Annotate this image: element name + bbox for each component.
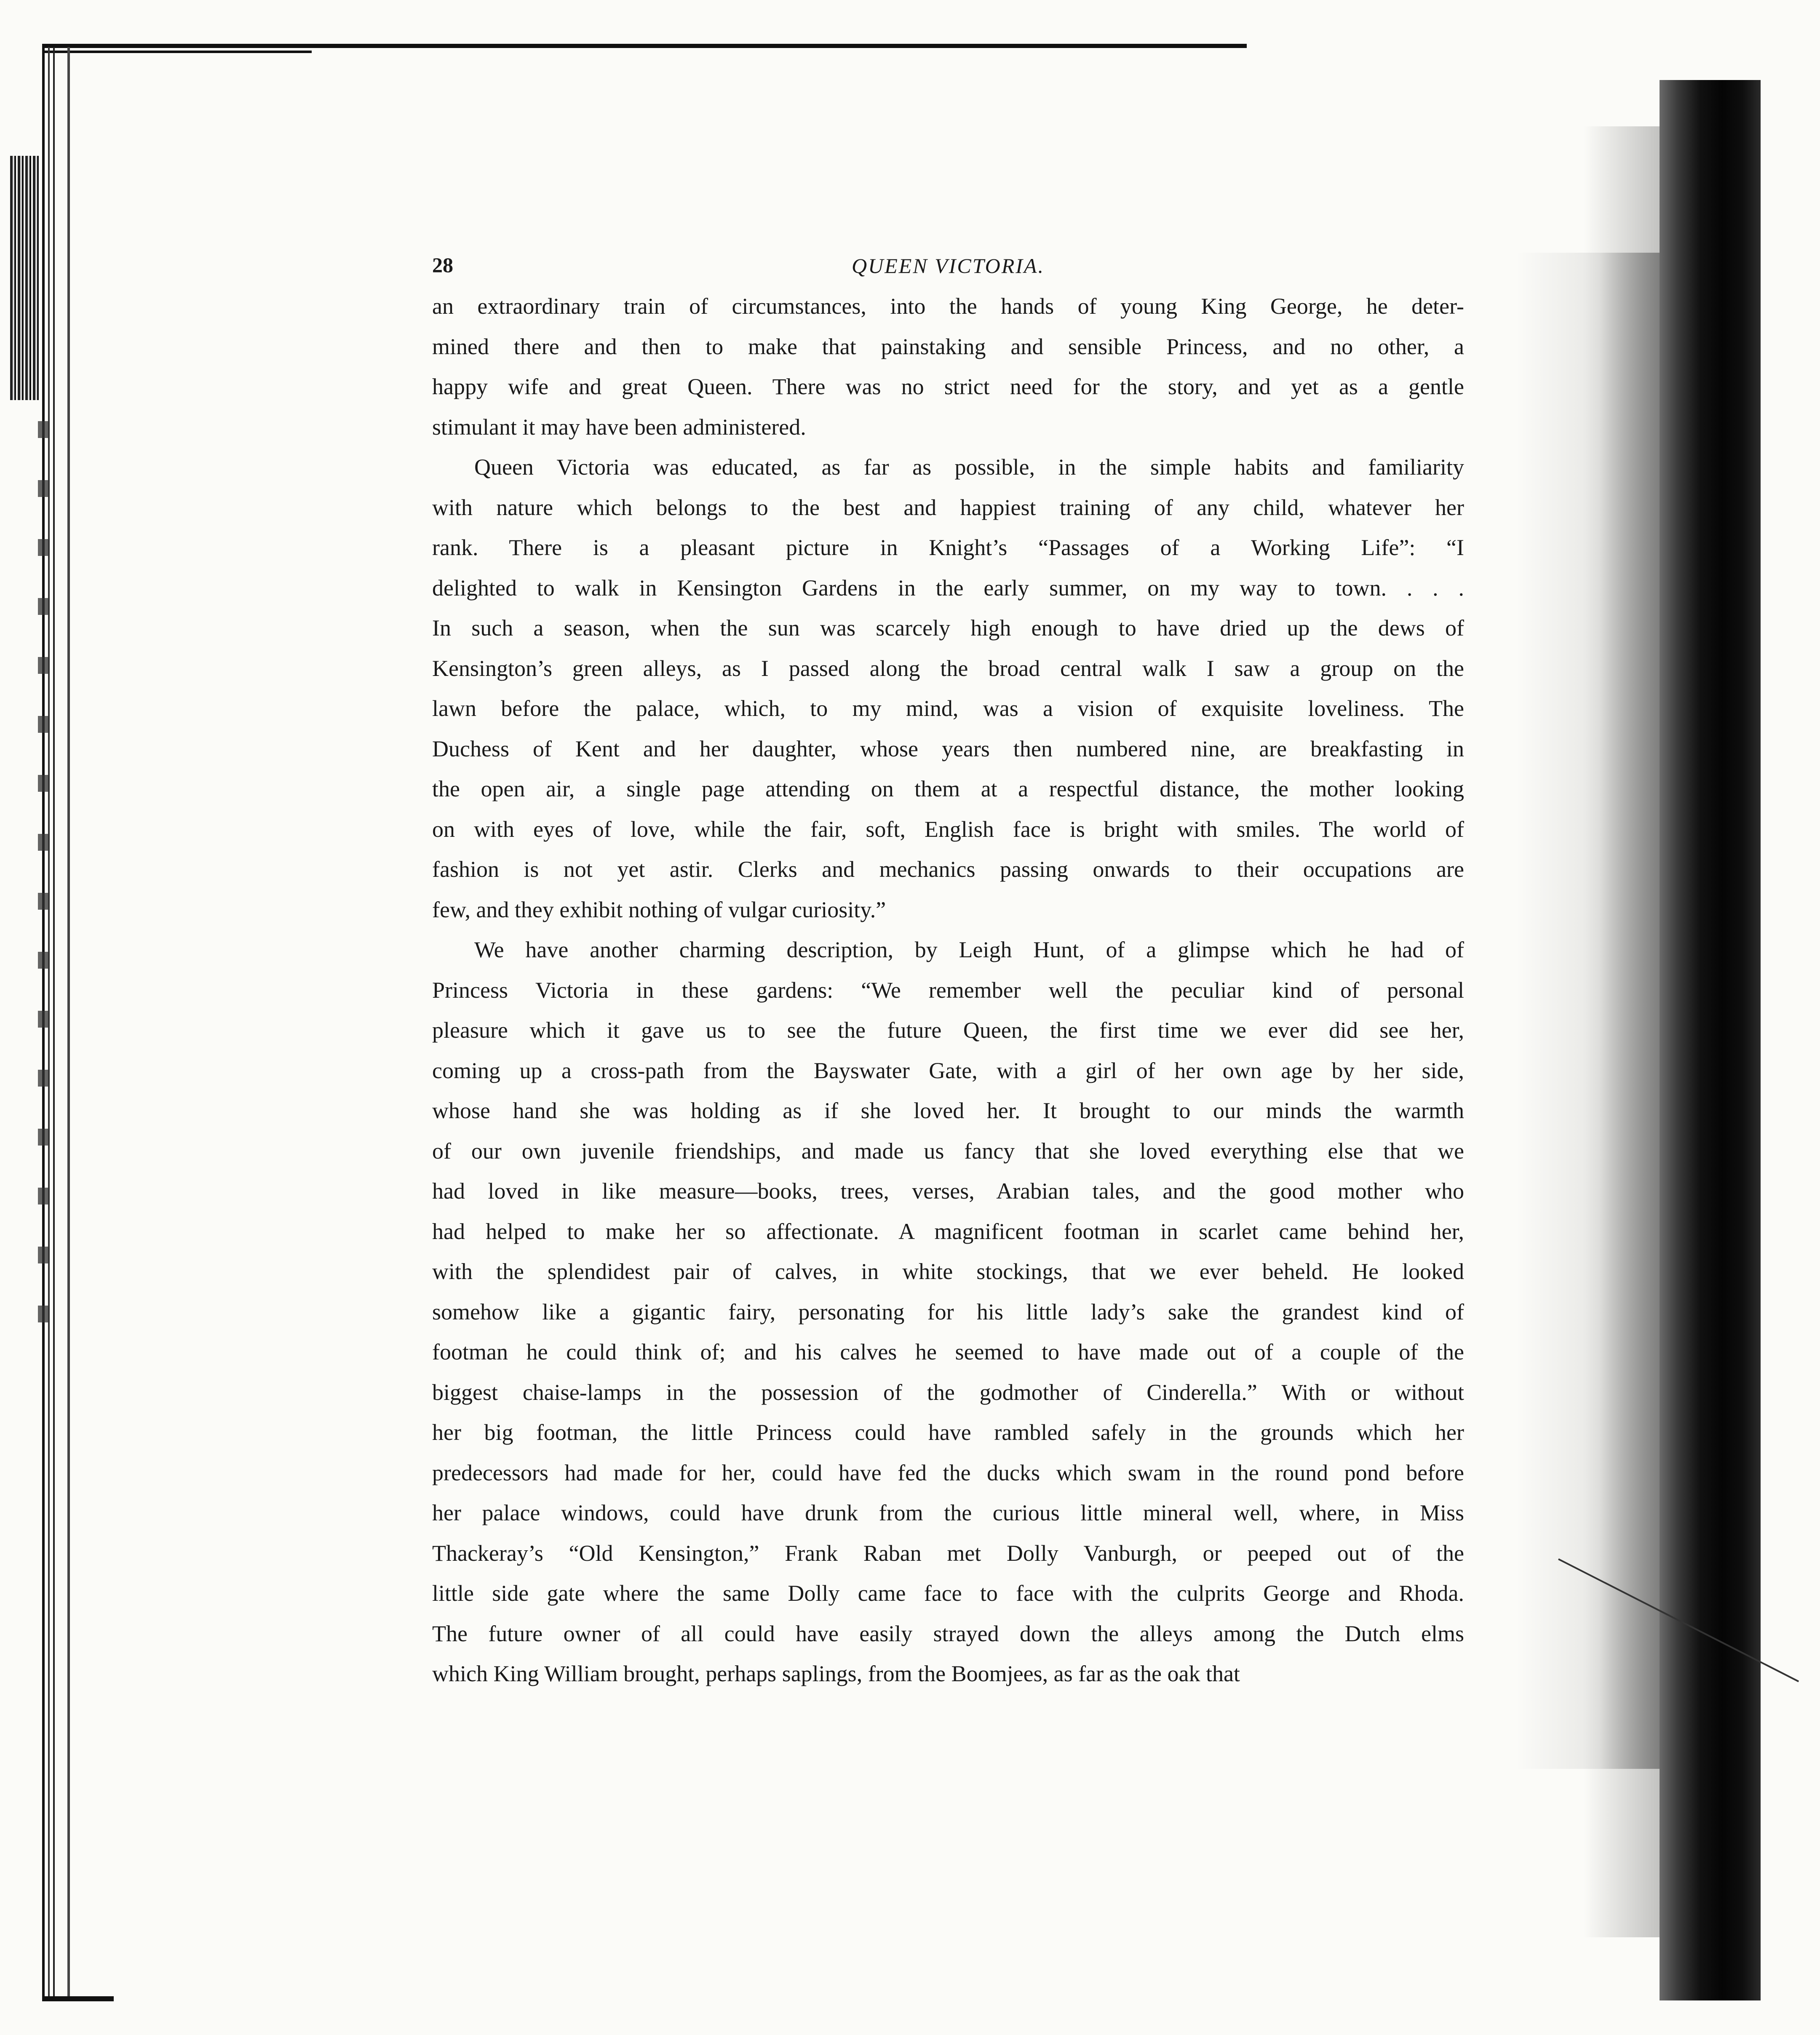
text-line: Kensington’s green alleys, as I passed along the broad central walk I saw a group on the: [432, 655, 1464, 681]
text-line: with nature which belongs to the best and happiest training of any child, whatever her: [432, 494, 1464, 520]
paragraph: [432, 447, 1464, 930]
text-line: pleasure which it gave us to see the future Queen, the first time we ever did see her,: [432, 1018, 1464, 1043]
scan-bottom-mark: [42, 1996, 114, 2001]
text-line: Duchess of Kent and her daughter, whose years then numbered nine, are breakfasting in: [432, 736, 1464, 761]
scan-binding-strip: [10, 156, 40, 400]
text-line: fashion is not yet astir. Clerks and mechanics passing onwards to their occupations are: [432, 857, 1464, 882]
text-line: coming up a cross-path from the Bayswater Gate, with a girl of her own age by her side,: [432, 1058, 1464, 1083]
text-line: biggest chaise-lamps in the possession of the godmother of Cinderella.” With or without: [432, 1379, 1464, 1405]
text-line: mined there and then to make that painstaking and sensible Princess, and no other, a: [432, 334, 1464, 359]
text-line: Queen Victoria was educated, as far as possible, in the simple habits and familiarity: [474, 454, 1464, 480]
text-line: In such a season, when the sun was scarcely high enough to have dried up the dews of: [432, 615, 1464, 641]
scan-top-rule: [42, 44, 1247, 48]
scan-right-dark-band: [1660, 80, 1761, 2000]
text-line: few, and they exhibit nothing of vulgar curiosity.”: [432, 897, 886, 922]
paragraph: [432, 286, 1464, 447]
text-line: happy wife and great Queen. There was no strict need for the story, and yet as a gentle: [432, 374, 1464, 399]
text-line: her palace windows, could have drunk from the curious little mineral well, where, in Miss: [432, 1500, 1464, 1525]
text-line: had helped to make her so affectionate. A magnificent footman in scarlet came behind her,: [432, 1218, 1464, 1244]
text-line: whose hand she was holding as if she loved her. It brought to our minds the warmth: [432, 1098, 1464, 1123]
running-head: QUEEN VICTORIA.: [852, 254, 1045, 278]
page-number: 28: [432, 253, 453, 277]
text-line: rank. There is a pleasant picture in Knight’s “Passages of a Working Life”: “I: [432, 535, 1464, 560]
text-line: with the splendidest pair of calves, in white stockings, that we ever beheld. He looked: [432, 1259, 1464, 1284]
scan-left-border-inner: [67, 47, 78, 2001]
text-line: somehow like a gigantic fairy, personating for his little lady’s sake the grandest kind of: [432, 1299, 1464, 1325]
text-line: had loved in like measure—books, trees, verses, Arabian tales, and the good mother who: [432, 1178, 1464, 1204]
scan-right-shadow-inner: [1584, 126, 1660, 1937]
text-line: We have another charming description, by Leigh Hunt, of a glimpse which he had of: [474, 937, 1464, 962]
text-line: Thackeray’s “Old Kensington,” Frank Raban met Dolly Vanburgh, or peeped out of the: [432, 1540, 1464, 1566]
book-page: [432, 248, 1464, 1694]
text-line: lawn before the palace, which, to my mind, was a vision of exquisite loveliness. The: [432, 696, 1464, 721]
text-line: stimulant it may have been administered.: [432, 414, 806, 440]
scan-margin-dashes: [38, 421, 48, 1348]
text-line: footman he could think of; and his calves he seemed to have made out of a couple of the: [432, 1339, 1464, 1365]
text-line: The future owner of all could have easily strayed down the alleys among the Dutch elms: [432, 1621, 1464, 1646]
text-line: little side gate where the same Dolly came face to face with the culprits George and Rhoda.: [432, 1581, 1464, 1606]
text-line: on with eyes of love, while the fair, soft, English face is bright with smiles. The world of: [432, 816, 1464, 842]
page-header: [432, 248, 1464, 286]
text-line: of our own juvenile friendships, and made us fancy that she loved everything else that we: [432, 1138, 1464, 1164]
text-line: predecessors had made for her, could have fed the ducks which swam in the round pond before: [432, 1460, 1464, 1485]
paragraph: [432, 930, 1464, 1694]
text-line: her big footman, the little Princess could have rambled safely in the grounds which her: [432, 1420, 1464, 1445]
text-line: Princess Victoria in these gardens: “We remember well the peculiar kind of personal: [432, 977, 1464, 1003]
text-line: delighted to walk in Kensington Gardens in the early summer, on my way to town. . . .: [432, 575, 1464, 601]
text-line: an extraordinary train of circumstances, into the hands of young King George, he deter-: [432, 294, 1464, 319]
text-line: which King William brought, perhaps saplings, from the Boomjees, as far as the oak that: [432, 1661, 1240, 1686]
text-line: the open air, a single page attending on them at a respectful distance, the mother looking: [432, 776, 1464, 801]
scan-top-rule-secondary: [42, 51, 312, 53]
body-text: [432, 286, 1464, 1694]
